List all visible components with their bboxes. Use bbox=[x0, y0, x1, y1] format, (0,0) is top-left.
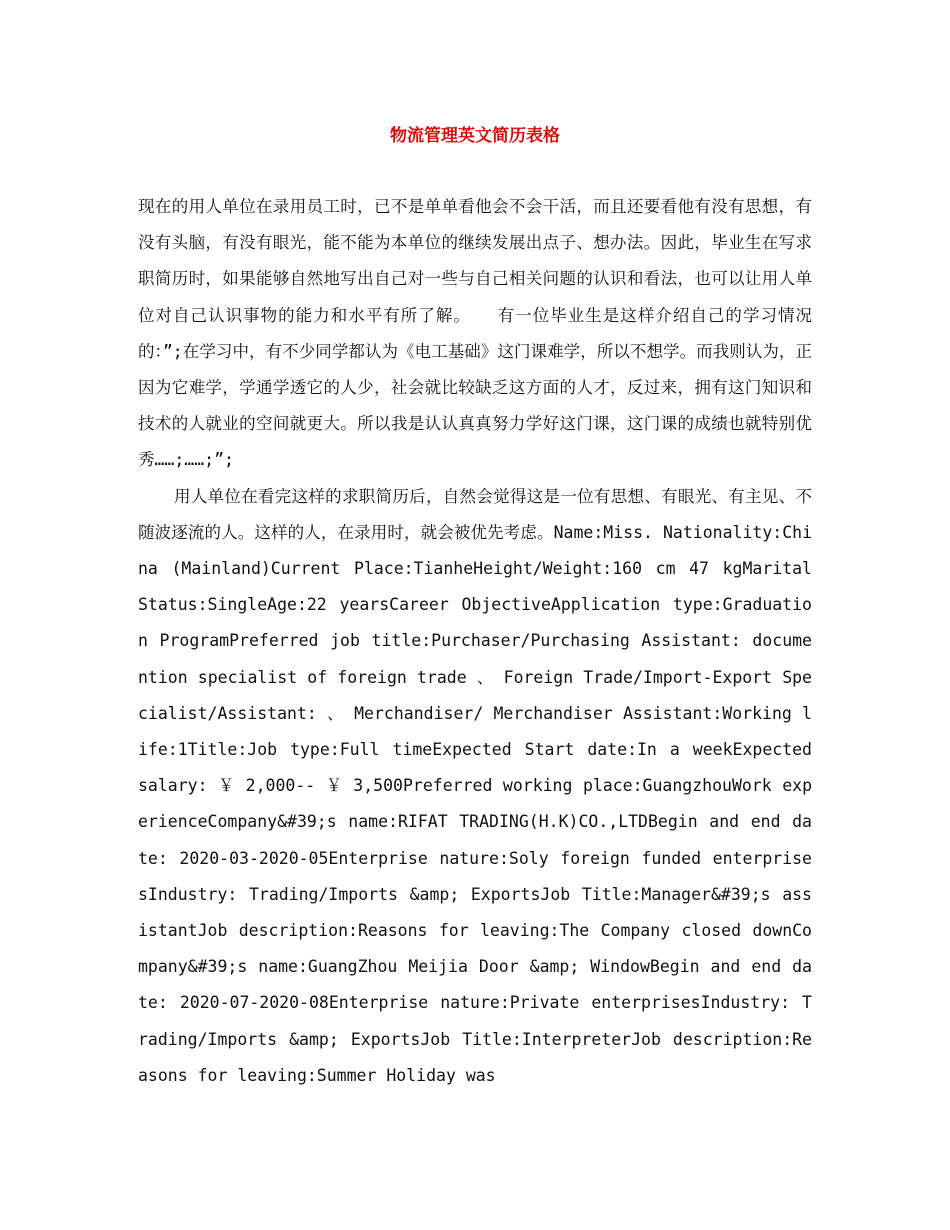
document-body bbox=[138, 189, 812, 1094]
body-paragraph-2: 用人单位在看完这样的求职简历后，自然会觉得这是一位有思想、有眼光、有主见、不随波逐流的人。这样的人，在录用时，就会被优先考虑。Name:Miss. Nationality:China (Mainland)Current Place:TianheHeight/Weight:160 cm 47 kgMarital Status:SingleAge:22 yearsCareer ObjectiveApplication type:Graduation ProgramPreferred job title:Purchaser/Purchasing Assistant: documention specialist of foreign trade 、 Foreign Trade/Import-Export Specialist/Assistant: 、 Merchandiser/ Merchandiser Assistant:Working life:1Title:Job type:Full timeExpected Start date:In a weekExpected salary: ￥ 2,000-- ￥ 3,500Preferred working place:GuangzhouWork experienceCompany&#39;s name:RIFAT TRADING(H.K)CO.,LTDBegin and end date: 2020-03-2020-05Enterprise nature:Soly foreign funded enterprisesIndustry: Trading/Imports &amp; ExportsJob Title:Manager&#39;s assistantJob description:Reasons for leaving:The Company closed downCompany&#39;s name:GuangZhou Meijia Door &amp; WindowBegin and end date: 2020-07-2020-08Enterprise nature:Private enterprisesIndustry: Trading/Imports &amp; ExportsJob Title:InterpreterJob description:Reasons for leaving:Summer Holiday was bbox=[138, 486, 812, 1085]
document-title: 物流管理英文简历表格 bbox=[390, 126, 560, 146]
body-paragraph-1: 现在的用人单位在录用员工时，已不是单单看他会不会干活，而且还要看他有没有思想，有没有头脑，有没有眼光，能不能为本单位的继续发展出点子、想办法。因此，毕业生在写求职简历时，如果能够自然地写出自己对一些与自己相关问题的认识和看法，也可以让用人单位对自己认识事物的能力和水平有所了解。 有一位毕业生是这样介绍自己的学习情况的：”;在学习中，有不少同学都认为《电工基础》这门课难学，所以不想学。而我则认为，正因为它难学，学通学透它的人少，社会就比较缺乏这方面的人才，反过来，拥有这门知识和技术的人就业的空间就更大。所以我是认认真真努力学好这门课，这门课的成绩也就特别优秀……;……;”; bbox=[138, 197, 812, 470]
